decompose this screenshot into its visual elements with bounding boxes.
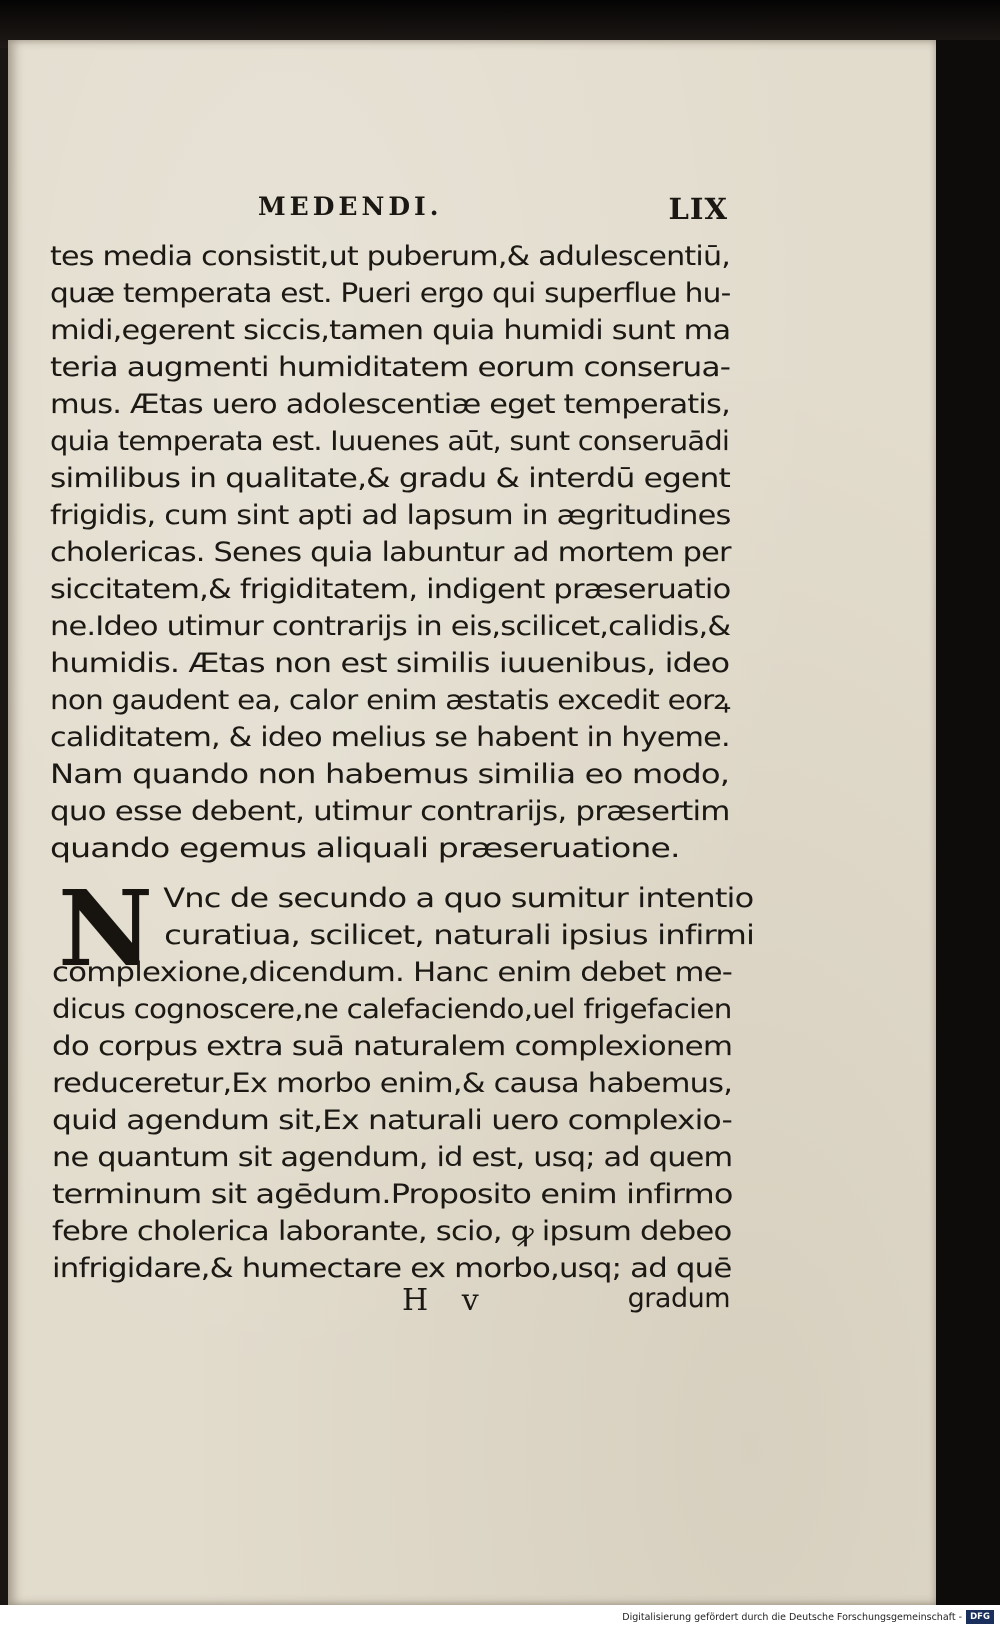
text-line: quæ temperata est. Pueri ergo qui superflue hu- [50,278,731,309]
text-line: non gaudent ea, calor enim æstatis excedit eorꝝ [50,685,730,716]
text-line: quo esse debent, utimur contrarijs, præsertim [50,796,730,827]
running-head: MEDENDI. [258,192,443,221]
text-line: curatiua, scilicet, naturali ipsius infirmi [164,920,755,951]
text-line: siccitatem,& frigiditatem, indigent præseruatio [50,574,731,605]
text-line: tes media consistit,ut puberum,& adulescentiū, [50,241,731,272]
signature-mark: H v [402,1283,491,1318]
text-line: ne.Ideo utimur contrarijs in eis,scilicet,calidis,& [50,611,731,642]
page-footer-line [50,1283,730,1323]
catchword: gradum [627,1283,730,1314]
text-line: dicus cognoscere,ne calefaciendo,uel frigefacien [52,994,732,1025]
page-header [258,192,728,232]
text-line: terminum sit agēdum.Proposito enim infirmo [52,1179,733,1210]
text-line: cholericas. Senes quia labuntur ad mortem per [50,537,731,568]
text-line: infrigidare,& humectare ex morbo,usq; ad quē [52,1253,732,1284]
text-line: Vnc de secundo a quo sumitur intentio [163,883,754,914]
text-line: mus. Ætas uero adolescentiæ eget temperatis, [50,389,730,420]
text-line: febre cholerica laborante, scio, ꝙ ipsum debeo [52,1216,732,1247]
paragraph-1 [50,238,730,867]
text-line: humidis. Ætas non est similis iuuenibus, ideo [50,648,730,679]
text-line: similibus in qualitate,& gradu & interdū egent [50,463,730,494]
text-line: Nam quando non habemus similia eo modo, [50,759,730,790]
text-line: reduceretur,Ex morbo enim,& causa habemus, [52,1068,733,1099]
text-line: quia temperata est. Iuuenes aūt, sunt conseruādi [50,426,730,457]
text-line: quid agendum sit,Ex naturali uero complexio- [52,1105,732,1136]
paragraph-2 [52,867,755,1287]
text-line: midi,egerent siccis,tamen quia humidi sunt ma [50,315,731,346]
text-line: do corpus extra suā naturalem complexionem [52,1031,733,1062]
folio-number: LIX [668,192,728,226]
scan-background-right [936,40,1000,1605]
text-line: complexione,dicendum. Hanc enim debet me- [52,957,733,988]
dfg-logo: DFG [966,1610,994,1624]
funding-credit: Digitalisierung gefördert durch die Deutsche Forschungsgemeinschaft - [622,1612,962,1623]
text-line: teria augmenti humiditatem eorum conserua- [50,352,731,383]
text-line: caliditatem, & ideo melius se habent in hyeme. [50,722,730,753]
text-line: ne quantum sit agendum, id est, usq; ad quem [52,1142,733,1173]
drop-cap-initial: N [58,867,154,990]
text-line: quando egemus aliquali præseruatione. [50,833,680,864]
text-line: frigidis, cum sint apti ad lapsum in ægritudines [50,500,731,531]
